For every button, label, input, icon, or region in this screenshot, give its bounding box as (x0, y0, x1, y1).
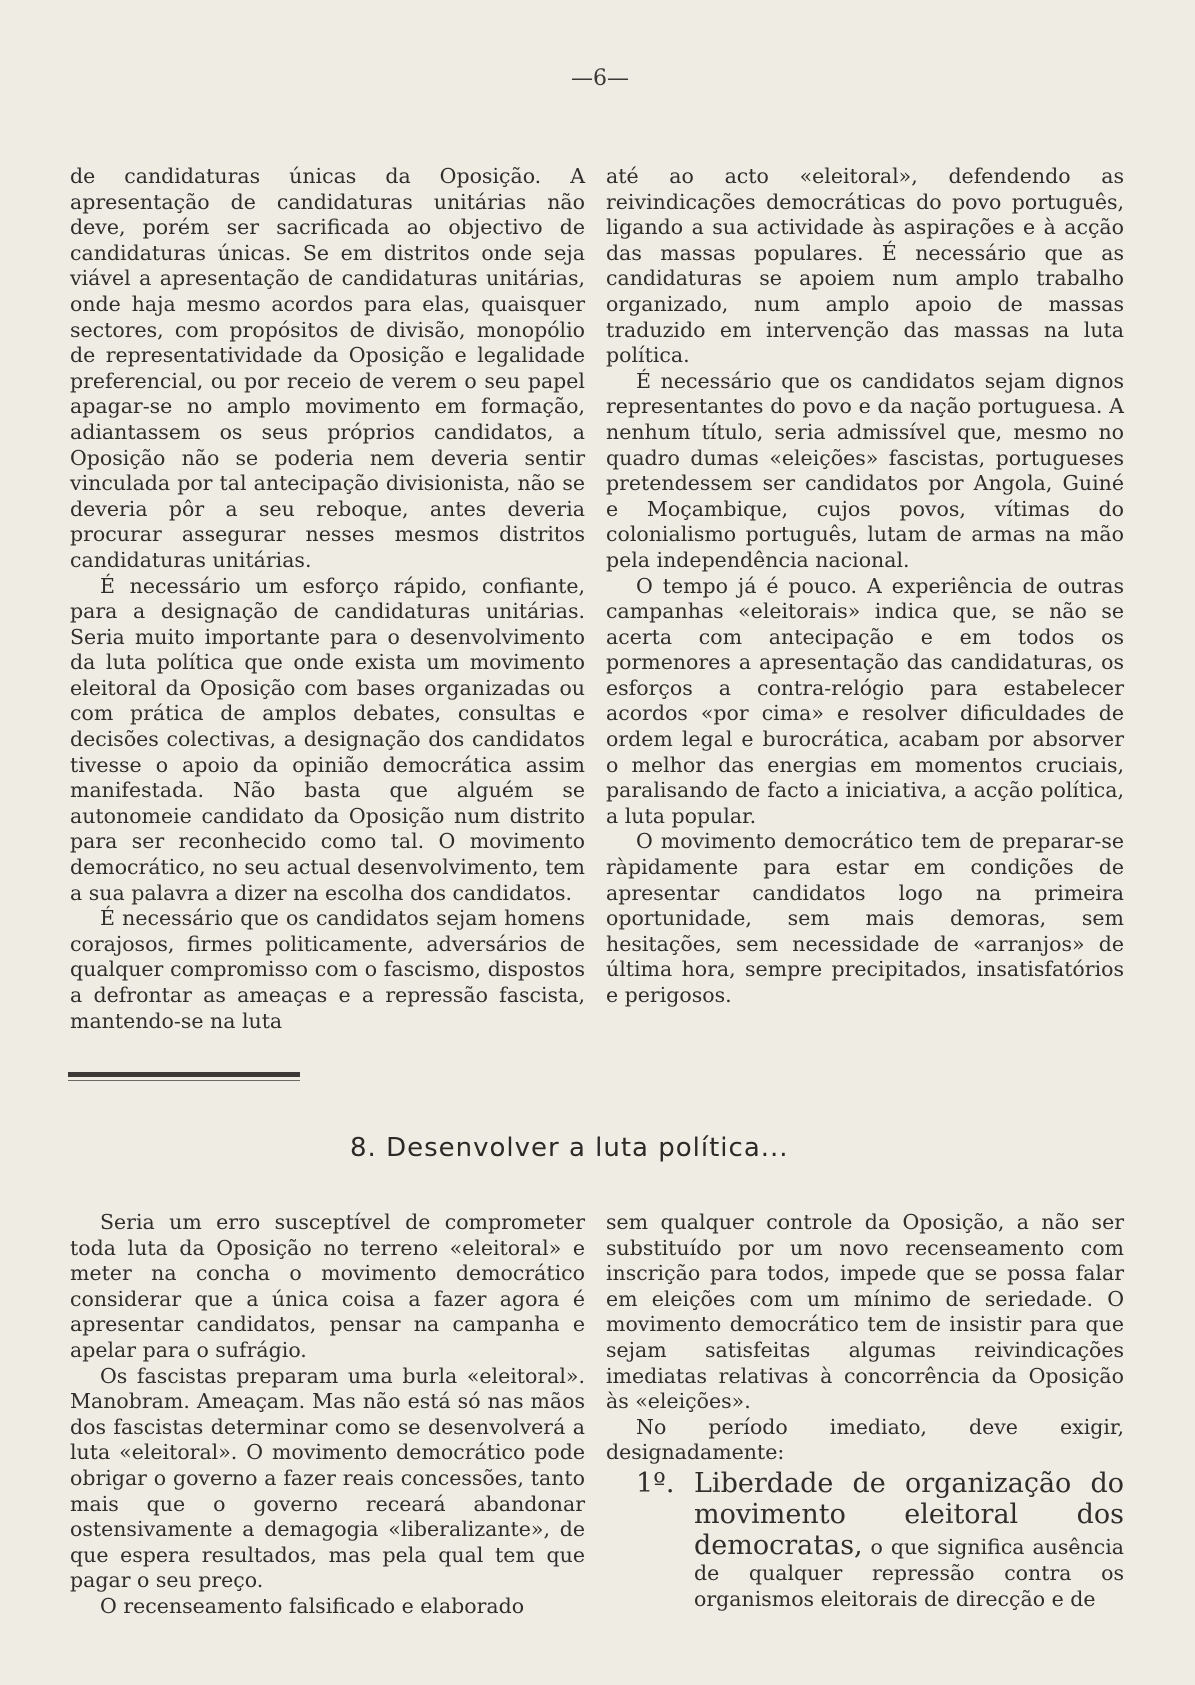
list-number: 1º. (636, 1467, 675, 1499)
paragraph: até ao acto «eleitoral», defendendo as reivindicações democráticas do povo português, ligando a sua actividade às aspirações e à acção das massas populares. É necessário que as candidaturas se apoiem num amplo trabalho organizado, num amplo apoio de massas traduzido em intervenção das massas na luta política. (606, 164, 1124, 368)
paragraph: de candidaturas únicas da Oposição. A apresentação de candidaturas unitárias não deve, porém ser sacrificada ao objectivo de candidaturas únicas. Se em distritos onde seja viável a apresentação de candidaturas unitárias, onde haja mesmo acordos para elas, quaisquer sectores, com propósitos de divisão, monopólio de representatividade da Oposição e legalidade preferencial, ou por receio de verem o seu papel apagar-se no amplo movimento em formação, adiantassem os seus próprios candidatos, a Oposição não se poderia nem deveria sentir vinculada por tal antecipação divisionista, não se deveria pôr a seu reboque, antes deveria procurar assegurar nesses mesmos distritos candidaturas unitárias. (70, 164, 585, 572)
paragraph: É necessário que os candidatos sejam dignos representantes do povo e da nação portuguesa. A nenhum título, seria admissível que, mesmo no quadro dumas «eleições» fascistas, portugueses pretendessem ser candidatos por Angola, Guiné e Moçambique, cujos povos, vítimas do colonialismo português, lutam de armas na mão pela independência nacional. (606, 368, 1124, 572)
bottom-left-column (70, 1210, 585, 1620)
paragraph: Os fascistas preparam uma burla «eleitoral». Manobram. Ameaçam. Mas não está só nas mãos dos fascistas determinar como se desenvolverá a luta «eleitoral». O movimento democrático pode obrigar o governo a fazer reais concessões, tanto mais que o governo receará abandonar ostensivamente a demagogia «liberalizante», de que espera resultados, mas pela qual tem que pagar o seu preço. (70, 1363, 585, 1593)
paragraph: O recenseamento falsificado e elaborado (100, 1593, 525, 1618)
paragraph: O tempo já é pouco. A experiência de outras campanhas «eleitorais» indica que, se não se acerta com antecipação e em todos os pormenores a apresentação das candidaturas, os esforços a contra-relógio para estabelecer acordos «por cima» e resolver dificuldades de ordem legal e burocrática, acabam por absorver o melhor das energias em momentos cruciais, paralisando de facto a iniciativa, a acção política, a luta popular. (606, 573, 1124, 828)
top-right-column (606, 164, 1124, 1009)
paragraph: O movimento democrático tem de preparar-se ràpidamente para estar em condições de apresentar candidatos logo na primeira oportunidade, sem mais demoras, sem hesitações, sem necessidade de «arranjos» de última hora, sempre precipitados, insatisfatórios e perigosos. (606, 829, 1124, 1007)
paragraph: Seria um erro susceptível de comprometer toda luta da Oposição no terreno «eleitoral» e meter na concha o movimento democrático considerar que a única coisa a fazer agora é apresentar candidatos, pensar na campanha e apelar para o sufrágio. (70, 1210, 585, 1362)
section-heading: 8. Desenvolver a luta política... (350, 1133, 789, 1163)
page-number: —6— (571, 66, 629, 91)
list-item-rest: o que significa ausência de qualquer repressão contra os organismos eleitorais de direcção e de (694, 1534, 1124, 1611)
list-item (606, 1468, 1124, 1612)
list-item-text (694, 1468, 1124, 1612)
top-left-column (70, 164, 585, 1034)
paragraph: É necessário que os candidatos sejam homens corajosos, firmes politicamente, adversários de qualquer compromisso com o fascismo, dispostos a defrontar as ameaças e a repressão fascista, mantendo-se na luta (70, 906, 585, 1033)
paragraph: No período imediato, deve exigir, designadamente: (606, 1414, 1124, 1465)
list-item-lead: Liberdade de organização do movimento eleitoral dos democratas, (694, 1467, 1124, 1561)
bottom-right-column (606, 1210, 1124, 1612)
section-divider (68, 1072, 300, 1077)
paragraph: sem qualquer controle da Oposição, a não ser substituído por um novo recenseamento com inscrição para todos, impede que se possa falar em eleições com um mínimo de seriedade. O movimento democrático tem de insistir para que sejam satisfeitas algumas reivindicações imediatas relativas à concorrência da Oposição às «eleições». (606, 1210, 1124, 1414)
paragraph: É necessário um esforço rápido, confiante, para a designação de candidaturas unitárias. Seria muito importante para o desenvolvimento da luta política que onde exista um movimento eleitoral da Oposição com bases organizadas ou com prática de amplos debates, consultas e decisões colectivas, a designação dos candidatos tivesse o apoio da opinião democrática assim manifestada. Não basta que alguém se autonomeie candidato da Oposição num distrito para ser reconhecido como tal. O movimento democrático, no seu actual desenvolvimento, tem a sua palavra a dizer na escolha dos candidatos. (70, 573, 585, 905)
